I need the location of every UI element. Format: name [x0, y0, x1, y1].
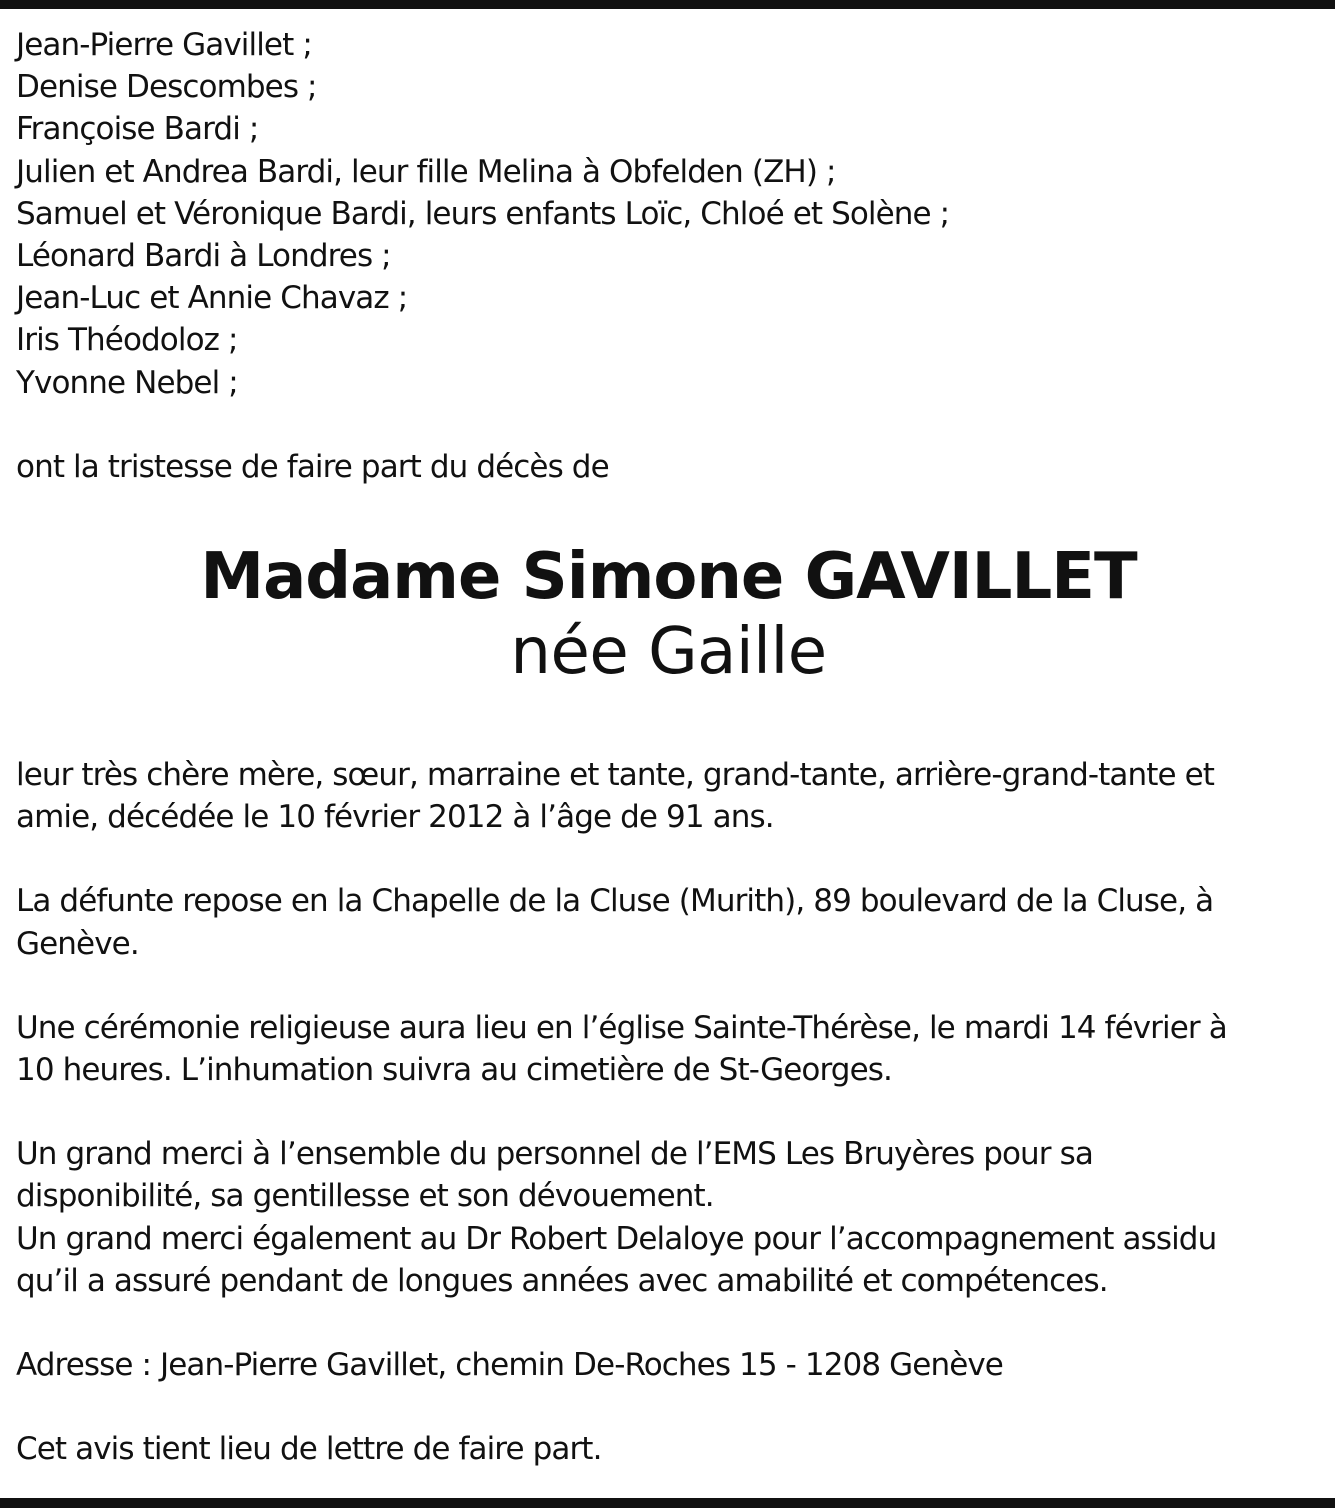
maiden-name: née Gaille	[510, 615, 827, 690]
mourner-line: Jean-Pierre Gavillet ;	[16, 27, 312, 63]
address-paragraph	[16, 1344, 1321, 1386]
address-line: Adresse : Jean-Pierre Gavillet, chemin De-Roches 15 - 1208 Genève	[16, 1347, 1003, 1384]
relation-paragraph	[16, 754, 1321, 838]
mourner-line: Léonard Bardi à Londres ;	[16, 238, 391, 275]
mourners-list	[16, 24, 1321, 404]
paragraph-line: Genève.	[16, 925, 139, 962]
paragraph-line: Une cérémonie religieuse aura lieu en l’église Sainte-Thérèse, le mardi 14 février à	[16, 1009, 1227, 1046]
repose-paragraph	[16, 880, 1321, 964]
closing-line: Cet avis tient lieu de lettre de faire part.	[16, 1431, 602, 1468]
mourner-line: Yvonne Nebel ;	[16, 364, 238, 401]
thanks-paragraph	[16, 1133, 1321, 1302]
announcement-intro: ont la tristesse de faire part du décès de	[16, 448, 609, 485]
paragraph-line: qu’il a assuré pendant de longues années avec amabilité et compétences.	[16, 1262, 1108, 1299]
bottom-border-rule	[0, 1498, 1335, 1508]
mourner-line: Françoise Bardi ;	[16, 111, 259, 148]
paragraph-line: amie, décédée le 10 février 2012 à l’âge de 91 ans.	[16, 799, 774, 836]
deceased-name-block	[16, 542, 1321, 692]
mourner-line: Julien et Andrea Bardi, leur fille Melina à Obfelden (ZH) ;	[16, 153, 836, 190]
paragraph-line: leur très chère mère, sœur, marraine et tante, grand-tante, arrière-grand-tante et	[16, 757, 1215, 794]
mourner-line: Samuel et Véronique Bardi, leurs enfants Loïc, Chloé et Solène ;	[16, 195, 950, 232]
mourner-line: Iris Théodoloz ;	[16, 322, 238, 359]
paragraph-line: Un grand merci également au Dr Robert Delaloye pour l’accompagnement assidu	[16, 1220, 1217, 1257]
mourner-line: Jean-Luc et Annie Chavaz ;	[16, 280, 408, 317]
paragraph-line: 10 heures. L’inhumation suivra au cimetière de St-Georges.	[16, 1052, 892, 1089]
top-border-rule	[0, 0, 1335, 9]
mourner-line: Denise Descombes ;	[16, 69, 317, 106]
paragraph-line: Un grand merci à l’ensemble du personnel de l’EMS Les Bruyères pour sa	[16, 1136, 1093, 1173]
deceased-name: Madame Simone GAVILLET	[200, 540, 1137, 615]
paragraph-line: disponibilité, sa gentillesse et son dévouement.	[16, 1178, 714, 1215]
obituary-notice	[16, 24, 1321, 1470]
ceremony-paragraph	[16, 1007, 1321, 1091]
paragraph-line: La défunte repose en la Chapelle de la Cluse (Murith), 89 boulevard de la Cluse, à	[16, 883, 1214, 920]
closing-paragraph	[16, 1428, 1321, 1470]
